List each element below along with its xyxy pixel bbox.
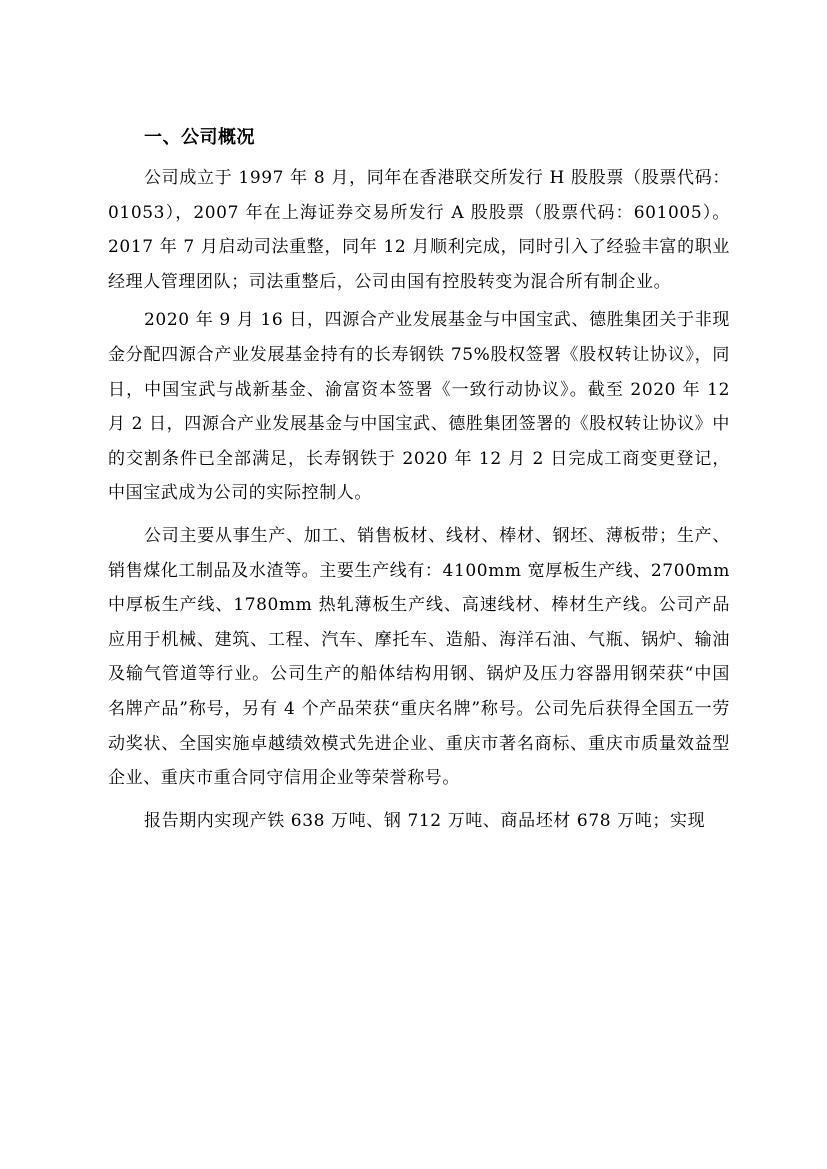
section-heading: 一、公司概况 [144,127,255,148]
paragraph-company-founding: 公司成立于 1997 年 8 月，同年在香港联交所发行 H 股股票（股票代码：01053），2007 年在上海证券交易所发行 A 股股票（股票代码：601005）。2017 年 7 月启动司法重整，同年 12 月顺利完成，同时引入了经验丰富的职业经理人管理团队；司法重整后，公司由国有控股转变为混合所有制企业。 [108,168,730,292]
document-body [108,120,730,838]
paragraph-main-business: 公司主要从事生产、加工、销售板材、线材、棒材、钢坯、薄板带；生产、销售煤化工制品及水渣等。主要生产线有：4100mm 宽厚板生产线、2700mm 中厚板生产线、1780mm 热轧薄板生产线、高速线材、棒材生产线。公司产品应用于机械、建筑、工程、汽车、摩托车、造船、海洋石油、气瓶、锅炉、输油及输气管道等行业。公司生产的船体结构用钢、锅炉及压力容器用钢荣获“中国名牌产品”称号，另有 4 个产品荣获“重庆名牌”称号。公司先后获得全国五一劳动奖状、全国实施卓越绩效模式先进企业、重庆市著名商标、重庆市质量效益型企业、重庆市重合同守信用企业等荣誉称号。 [108,525,730,789]
paragraph-equity-transfer: 2020 年 9 月 16 日，四源合产业发展基金与中国宝武、德胜集团关于非现金分配四源合产业发展基金持有的长寿钢铁 75%股权签署《股权转让协议》，同日，中国宝武与战新基金、渝富资本签署《一致行动协议》。截至 2020 年 12 月 2 日，四源合产业发展基金与中国宝武、德胜集团签署的《股权转让协议》中的交割条件已全部满足，长寿钢铁于 2020 年 12 月 2 日完成工商变更登记，中国宝武成为公司的实际控制人。 [108,310,730,504]
paragraph-reporting-period: 报告期内实现产铁 638 万吨、钢 712 万吨、商品坯材 678 万吨；实现 [144,810,706,831]
